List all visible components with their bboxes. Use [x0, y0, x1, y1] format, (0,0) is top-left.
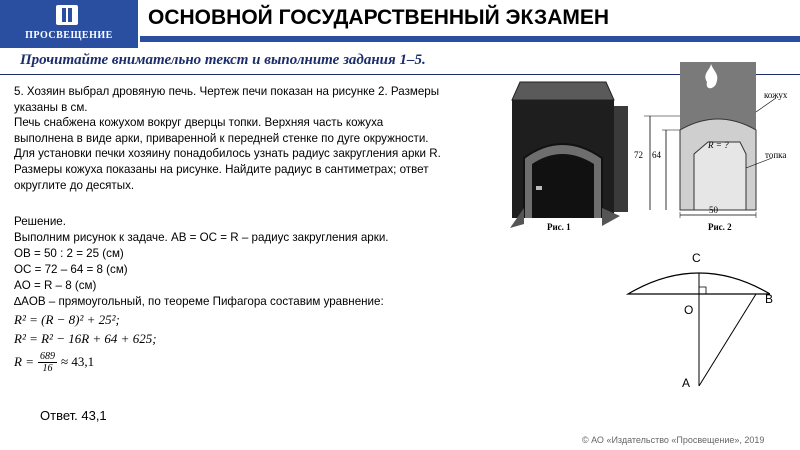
leader-kozhuh: [756, 98, 776, 112]
logo-emblem-icon: [56, 5, 78, 25]
point-B-label: B: [765, 292, 774, 306]
right-angle-mark: [699, 287, 706, 294]
problem-line: указаны в см.: [14, 100, 88, 114]
solution-line: Выполним рисунок к задаче. AB = OC = R – радиус закругления арки.: [14, 231, 389, 244]
logo-text: ПРОСВЕЩЕНИЕ: [25, 30, 113, 41]
stove-side: [614, 106, 628, 212]
figure-2-caption: Рис. 2: [708, 222, 732, 232]
stove-top: [512, 82, 614, 100]
equation-3-rhs: ≈ 43,1: [60, 354, 95, 369]
header-divider: [140, 36, 800, 42]
problem-line: Печь снабжена кожухом вокруг дверцы топки. Верхняя часть кожуха: [14, 116, 384, 130]
solution-line: AO = R – 8 (см): [14, 279, 97, 292]
equation-2: R² = R² − 16R + 64 + 625;: [14, 331, 157, 346]
figure-1-stove: [510, 78, 630, 228]
publisher-logo: [0, 0, 138, 48]
firebox-drawing: [694, 142, 746, 210]
solution-line: OB = 50 : 2 = 25 (см): [14, 247, 124, 260]
point-C-label: C: [692, 251, 701, 265]
radius-label: R = ?: [708, 140, 729, 150]
problem-line: выполнена в виде арки, приваренной к передней стенке по дуге окружности.: [14, 131, 429, 145]
figure-1-caption: Рис. 1: [547, 222, 571, 232]
fraction: [38, 351, 57, 374]
problem-line: Для установки печки хозяину понадобилось узнать радиус закругления арки R.: [14, 147, 441, 161]
door-handle: [536, 186, 542, 190]
problem-line: округлите до десятых.: [14, 178, 135, 192]
point-A-label: A: [682, 376, 691, 390]
fraction-numerator: 689: [39, 350, 55, 362]
solution-line: OC = 72 – 64 = 8 (см): [14, 263, 128, 276]
equation-3: [14, 346, 94, 378]
segment-AB: [699, 294, 756, 386]
copyright: © АО «Издательство «Просвещение», 2019: [582, 435, 765, 445]
problem-line: 5. Хозяин выбрал дровяную печь. Чертеж печи показан на рисунке 2. Размеры: [14, 85, 440, 98]
point-O-label: O: [684, 303, 694, 317]
equation-3-lhs: R =: [14, 354, 34, 369]
firebox-label: топка: [765, 150, 787, 160]
geometry-construction: [620, 254, 770, 394]
dim-64-label: 64: [652, 150, 661, 160]
equation-1: R² = (R − 8)² + 25²;: [14, 312, 120, 327]
answer: Ответ. 43,1: [40, 408, 107, 423]
header: [0, 0, 800, 48]
solution-line: ∆AOB – прямоугольный, по теореме Пифагора составим уравнение:: [14, 295, 384, 308]
dim-50-label: 50: [709, 205, 718, 215]
problem-text: [14, 84, 510, 193]
problem-line: Размеры кожуха показаны на рисунке. Найдите радиус в сантиметрах; ответ: [14, 162, 429, 176]
casing-label: кожух: [764, 90, 788, 100]
solution-heading: Решение.: [14, 215, 66, 228]
dim-72-label: 72: [634, 150, 643, 160]
page-title: ОСНОВНОЙ ГОСУДАРСТВЕННЫЙ ЭКЗАМЕН: [148, 6, 610, 29]
fraction-denominator: 16: [42, 362, 53, 374]
instruction-line: Прочитайте внимательно текст и выполните задания 1–5.: [20, 52, 426, 68]
